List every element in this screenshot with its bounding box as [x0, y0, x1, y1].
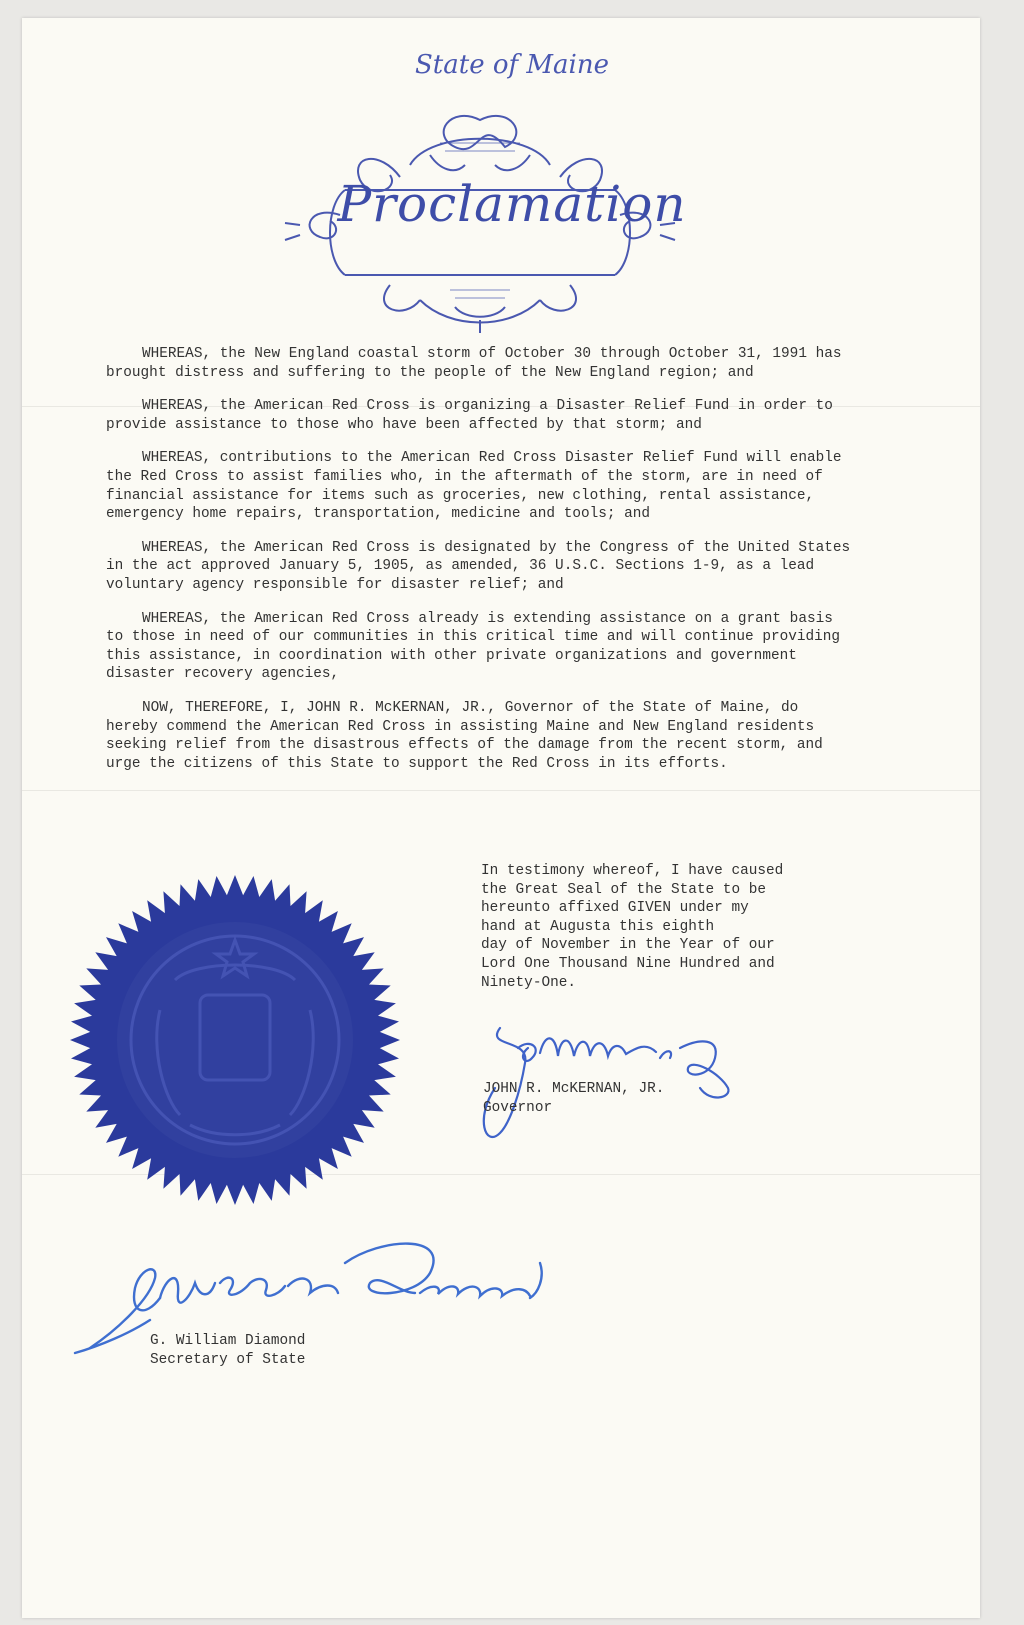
secretary-name: G. William Diamond [150, 1333, 306, 1349]
testimony-line: Ninety-One. [481, 974, 576, 991]
governor-name: JOHN R. McKERNAN, JR. [483, 1081, 665, 1097]
testimony-line: the Great Seal of the State to be [481, 881, 766, 898]
state-seal-icon [65, 870, 405, 1210]
proclamation-body [106, 345, 851, 788]
whereas-paragraph: WHEREAS, the New England coastal storm of October 30 through October 31, 1991 has brought distress and suffering to the people of the New England region; and [106, 346, 842, 381]
fold-line [22, 790, 980, 791]
proclamation-title: Proclamation [337, 175, 687, 233]
testimony-line: In testimony whereof, I have caused [481, 863, 784, 879]
whereas-paragraph: WHEREAS, contributions to the American Red Cross Disaster Relief Fund will enable the Red Cross to assist families who, in the aftermath of the storm, are in need of financial assistance for items such as groceries, new clothing, rental assistance, emergency home repairs, transportation, medicine and tools; and [106, 450, 842, 523]
testimony-line: day of November in the Year of our [481, 937, 775, 954]
testimony-line: hand at Augusta this eighth [481, 918, 715, 935]
therefore-paragraph: NOW, THEREFORE, I, JOHN R. McKERNAN, JR., Governor of the State of Maine, do hereby commend the American Red Cross in assisting Maine and New England residents seeking relief from the disastrous effects of the damage from the recent storm, and urge the citizens of this State to support the Red Cross in its efforts. [106, 699, 823, 772]
governor-block [483, 1080, 664, 1117]
testimony-line: Lord One Thousand Nine Hundred and [481, 955, 775, 972]
whereas-paragraph: WHEREAS, the American Red Cross is organizing a Disaster Relief Fund in order to provide assistance to those who have been affected by that storm; and [106, 398, 833, 433]
whereas-paragraph: WHEREAS, the American Red Cross is designated by the Congress of the United States in the act approved January 5, 1905, as amended, 36 U.S.C. Sections 1-9, as a lead voluntary agency responsible for disaster relief; and [106, 539, 851, 593]
secretary-block [150, 1332, 305, 1369]
state-of-maine-heading: State of Maine [415, 50, 609, 80]
testimony-block [481, 862, 821, 992]
secretary-signature [60, 1238, 580, 1368]
testimony-line: hereunto affixed GIVEN under my [481, 900, 749, 917]
governor-title: Governor [483, 1099, 553, 1116]
secretary-title: Secretary of State [150, 1351, 306, 1368]
whereas-paragraph: WHEREAS, the American Red Cross already is extending assistance on a grant basis to those in need of our communities in this critical time and will continue providing this assistance, in coordination with other private organizations and government disaster recovery agencies, [106, 610, 841, 683]
